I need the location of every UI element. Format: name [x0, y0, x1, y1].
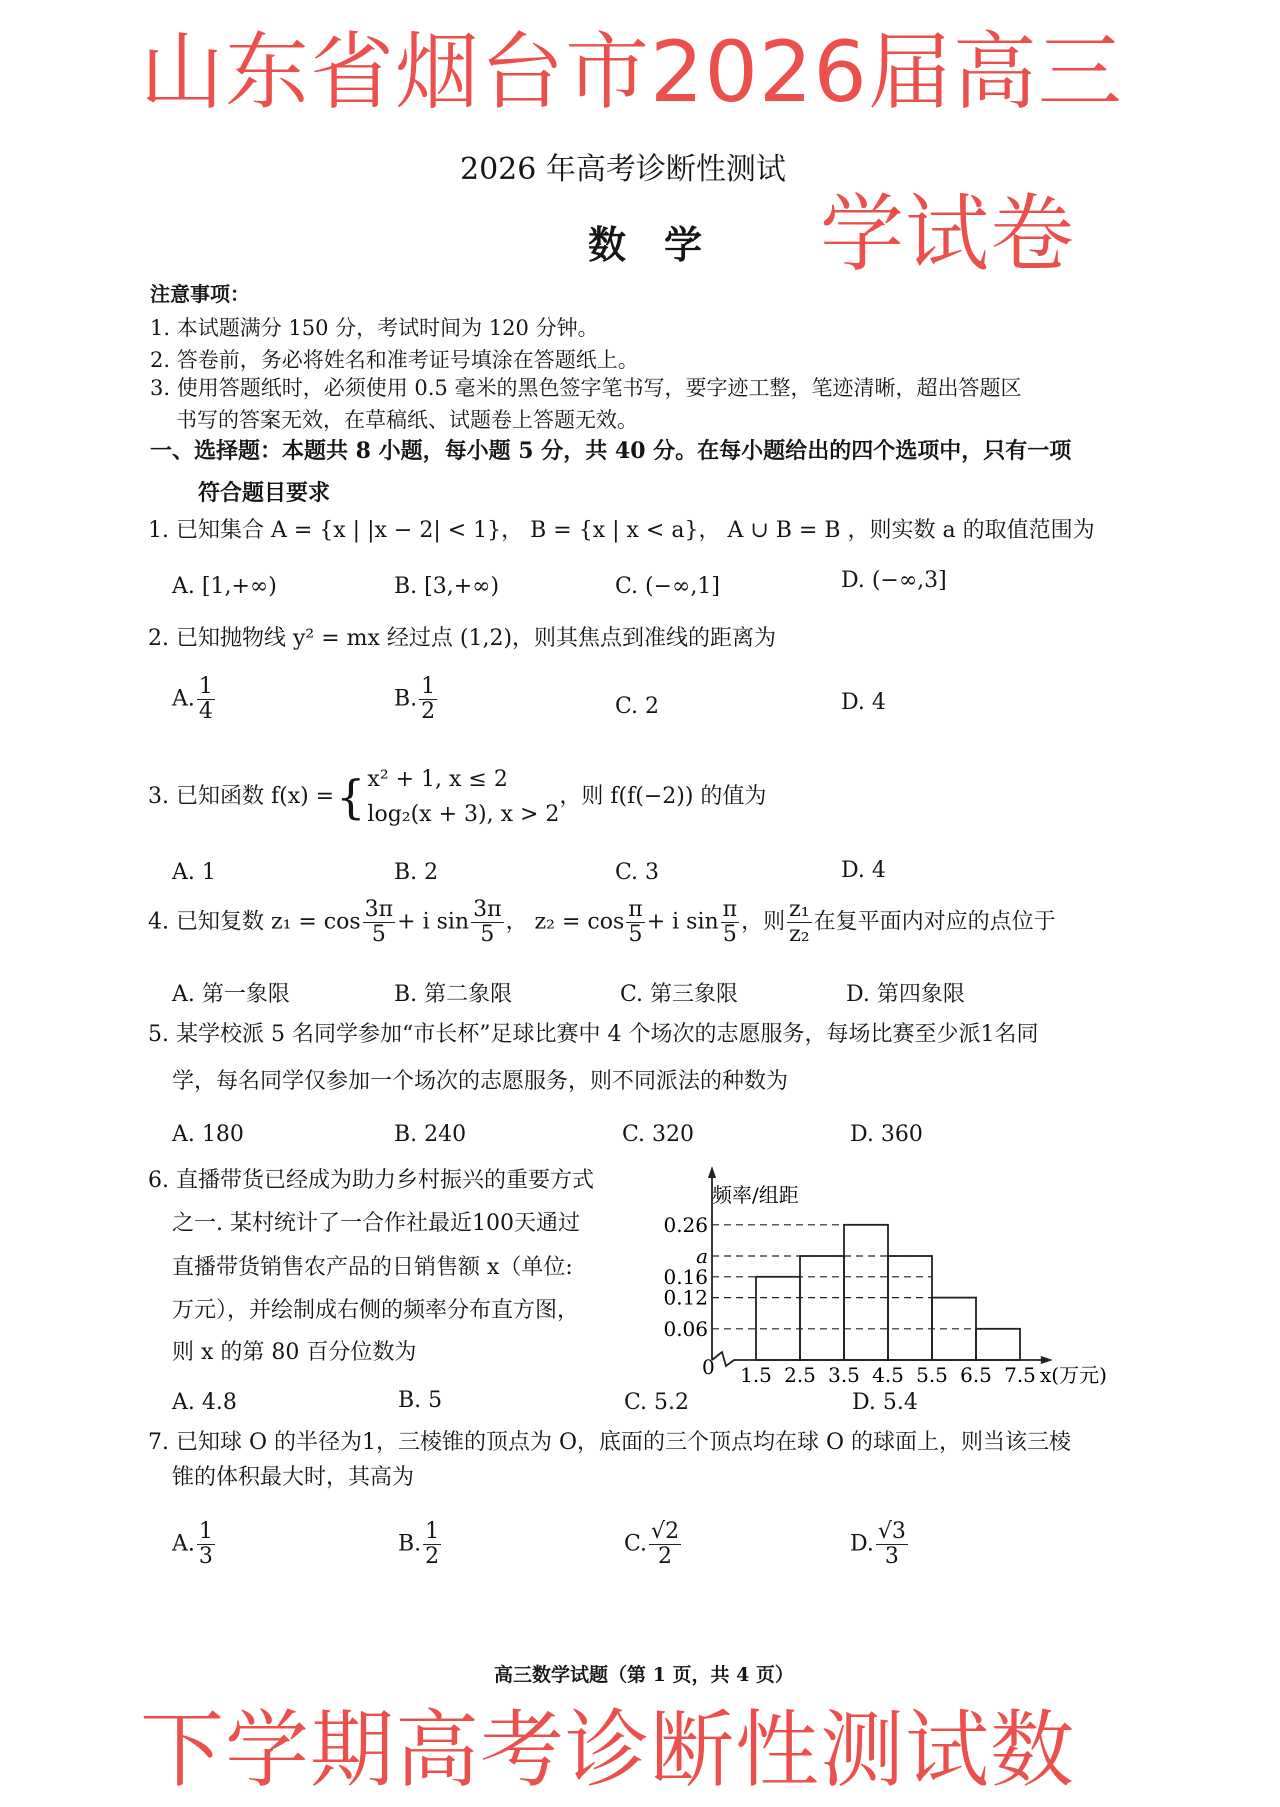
- note-1: 1. 本试题满分 150 分，考试时间为 120 分钟。: [150, 316, 599, 340]
- question-7-cont: 锥的体积最大时，其高为: [172, 1465, 415, 1490]
- q6-option-d: D. 5.4: [852, 1390, 918, 1415]
- q1-option-c: C. (−∞,1]: [615, 574, 720, 599]
- q2-option-c: C. 2: [615, 694, 660, 719]
- histogram-bar: [888, 1256, 932, 1360]
- question-5: 5. 某学校派 5 名同学参加“市长杯”足球比赛中 4 个场次的志愿服务，每场比赛至少派1名同: [148, 1022, 1039, 1047]
- histogram-bar: [756, 1277, 800, 1360]
- q5-option-c: C. 320: [622, 1122, 695, 1147]
- section-heading-cont: 符合题目要求: [198, 480, 331, 506]
- note-3-cont: 书写的答案无效，在草稿纸、试题卷上答题无效。: [176, 408, 638, 432]
- q3-case-2: log₂(x + 3), x > 2: [367, 802, 560, 828]
- q4-option-d: D. 第四象限: [846, 982, 965, 1007]
- question-6-l2: 之一. 某村统计了一合作社最近100天通过: [172, 1211, 580, 1236]
- q3-option-b: B. 2: [394, 860, 439, 885]
- y-axis-label: 频率/组距: [712, 1183, 799, 1207]
- section-heading: 一、选择题：本题共 8 小题，每小题 5 分，共 40 分。在每小题给出的四个选项中，只有一项: [150, 438, 1072, 464]
- notes-heading: 注意事项：: [150, 282, 250, 306]
- q6-option-c: C. 5.2: [624, 1390, 690, 1415]
- q7-option-b: B. $\frac{1}{2}$: [398, 1519, 440, 1570]
- q4-option-c: C. 第三象限: [620, 982, 739, 1007]
- q1-option-a: A. [1,+∞): [172, 574, 277, 599]
- question-4: 4. 已知复数 z₁ = cos $\frac{3\pi}{5}$ + i sin $\frac{3\pi}{5}$ ， z₂ = cos $\frac{\pi}{5}$ + i sin $\frac{\pi}{5}$ ，则 $\frac{\text{z₁}}{\text{z₂}}$ 在复平面内对应的点位于: [148, 897, 1056, 948]
- question-6-l5: 则 x 的第 80 百分位数为: [172, 1340, 417, 1365]
- question-2: 2. 已知抛物线 y² = mx 经过点 (1,2)，则其焦点到准线的距离为: [148, 626, 777, 651]
- y-axis-arrow: [708, 1166, 716, 1178]
- exam-title: 2026 年高考诊断性测试: [460, 152, 786, 187]
- y-tick-label: a: [696, 1244, 708, 1268]
- histogram-bar: [844, 1225, 888, 1360]
- q2-option-a: A. $\frac{1}{4}$: [172, 674, 213, 725]
- page-footer: 高三数学试题（第 1 页，共 4 页）: [494, 1664, 794, 1686]
- question-5-cont: 学，每名同学仅参加一个场次的志愿服务，则不同派法的种数为: [172, 1069, 789, 1094]
- question-6: 6. 直播带货已经成为助力乡村振兴的重要方式: [148, 1168, 594, 1193]
- q4-option-b: B. 第二象限: [394, 982, 513, 1007]
- x-tick-label: 2.5: [784, 1363, 816, 1387]
- q5-option-a: A. 180: [172, 1122, 244, 1147]
- question-7: 7. 已知球 O 的半径为1，三棱锥的顶点为 O，底面的三个顶点均在球 O 的球面上，则当该三棱: [148, 1430, 1072, 1455]
- y-tick-label: 0.26: [663, 1212, 708, 1237]
- question-3: 3. 已知函数 f(x) ={ x² + 1, x ≤ 2 log₂(x + 3), x > 2 ，则 f(f(−2)) 的值为: [148, 762, 766, 832]
- watermark-line-3: 学试卷: [820, 185, 1076, 283]
- frequency-histogram: [650, 1160, 1130, 1390]
- y-tick-label: 0.06: [663, 1316, 708, 1341]
- q7-option-d: D. $\frac{√3}{3}$: [850, 1519, 906, 1570]
- x-tick-label: 3.5: [828, 1363, 860, 1387]
- q1-option-d: D. (−∞,3]: [841, 568, 947, 593]
- watermark-line-1: 山东省烟台市2026届高三: [140, 23, 1123, 121]
- q2-option-b: B. $\frac{1}{2}$: [394, 674, 436, 725]
- question-6-l3: 直播带货销售农产品的日销售额 x（单位:: [172, 1255, 573, 1280]
- q3-option-d: D. 4: [841, 858, 886, 883]
- x-tick-label: 6.5: [960, 1363, 992, 1387]
- x-tick-label: 5.5: [916, 1363, 948, 1387]
- q3-option-a: A. 1: [172, 860, 216, 885]
- x-tick-label: 7.5: [1004, 1363, 1036, 1387]
- note-2: 2. 答卷前，务必将姓名和准考证号填涂在答题纸上。: [150, 348, 639, 372]
- x-axis-label: x(万元): [1040, 1363, 1107, 1387]
- q1-option-b: B. [3,+∞): [394, 574, 500, 599]
- q6-option-a: A. 4.8: [172, 1390, 237, 1415]
- subject-title: 数 学: [588, 222, 703, 267]
- q5-option-b: B. 240: [394, 1122, 467, 1147]
- question-6-l4: 万元），并绘制成右侧的频率分布直方图，: [172, 1298, 580, 1323]
- q7-option-a: A. $\frac{1}{3}$: [172, 1519, 213, 1570]
- q6-option-b: B. 5: [398, 1388, 443, 1413]
- watermark-line-2: 下学期高考诊断性测试数: [140, 1701, 1076, 1799]
- origin-label: 0: [702, 1355, 715, 1379]
- q2-option-d: D. 4: [841, 690, 886, 715]
- q3-case-1: x² + 1, x ≤ 2: [367, 767, 508, 792]
- q4-option-a: A. 第一象限: [172, 982, 290, 1007]
- x-tick-label: 1.5: [740, 1363, 772, 1387]
- histogram-bar: [976, 1329, 1020, 1360]
- q3-option-c: C. 3: [615, 860, 660, 885]
- question-1: 1. 已知集合 A = {x | |x − 2| < 1}， B = {x | x < a}， A ∪ B = B ，则实数 a 的取值范围为: [148, 518, 1095, 543]
- q7-option-c: C. $\frac{√2}{2}$: [624, 1519, 680, 1570]
- x-tick-label: 4.5: [872, 1363, 904, 1387]
- y-tick-label: 0.12: [663, 1285, 708, 1310]
- note-3: 3. 使用答题纸时，必须使用 0.5 毫米的黑色签字笔书写，要字迹工整，笔迹清晰，超出答题区: [150, 376, 1022, 400]
- q5-option-d: D. 360: [850, 1122, 923, 1147]
- y-tick-label: 0.16: [663, 1264, 708, 1289]
- histogram-bar: [800, 1256, 844, 1360]
